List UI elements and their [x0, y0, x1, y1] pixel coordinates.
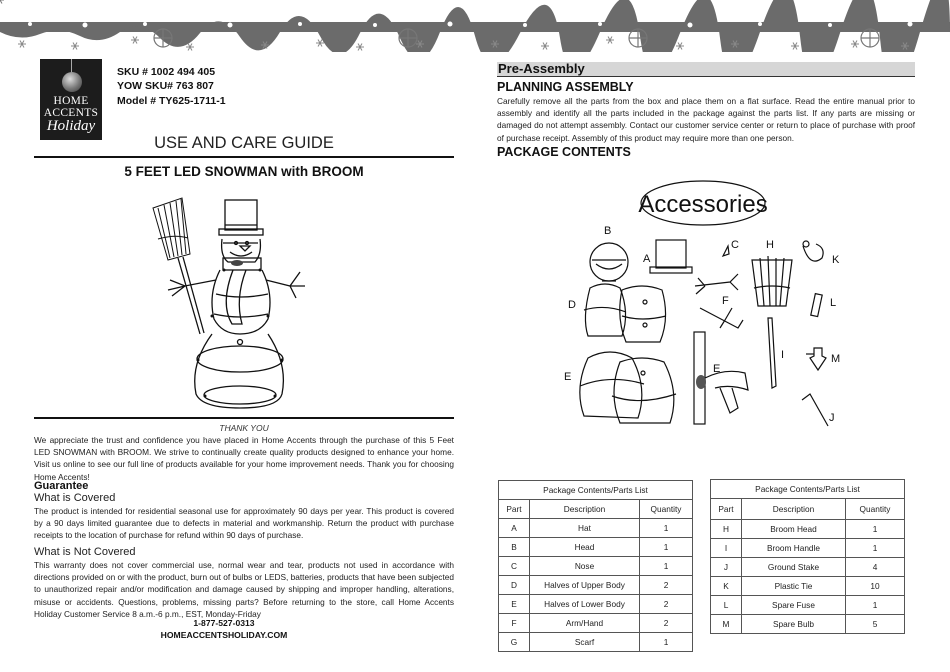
logo-text-home-accents: HOME ACCENTS [43, 95, 99, 119]
table-row [499, 595, 693, 614]
planning-assembly-heading: PLANNING ASSEMBLY [497, 80, 634, 94]
planning-assembly-body: Carefully remove all the parts from the box and place them on a flat surface. Read the entire manual prior to assembly and identify all the parts included in the package against the parts list. If any parts are missing or damaged do not attempt assembly. Contact our customer service center or return to place of purchase with proof of purchase receipt. Assembly of this product may require more than one person. [497, 96, 915, 143]
description-cell: Halves of Lower Body [530, 595, 640, 614]
quantity-cell: 2 [640, 614, 693, 633]
product-title: 5 FEET LED SNOWMAN with BROOM [124, 164, 364, 179]
ornament-string-icon [71, 59, 72, 73]
quantity-cell: 1 [846, 596, 905, 615]
snowflake-border-decoration [0, 0, 950, 52]
table-row [711, 539, 905, 558]
quantity-cell: 1 [640, 557, 693, 576]
table-row [499, 614, 693, 633]
table-row [711, 558, 905, 577]
svg-text:F: F [722, 295, 729, 307]
description-cell: Plastic Tie [742, 577, 846, 596]
quantity-cell: 1 [640, 519, 693, 538]
table-row [499, 633, 693, 652]
description-cell: Nose [530, 557, 640, 576]
quantity-cell: 1 [640, 538, 693, 557]
what-is-covered-heading: What is Covered [34, 492, 116, 504]
part-cell: F [499, 614, 530, 633]
part-cell: I [711, 539, 742, 558]
description-cell: Halves of Upper Body [530, 576, 640, 595]
what-is-not-covered-body: This warranty does not cover commercial use, normal wear and tear, products not used in accordance with directions provided on or with the product, burn out of bulbs or LEDS, batteries, products that have been subjected to unauthorized repair and/or modification and damage caused by shipping and improper handling, alterations, misuse or accidents. Questions, problems, missing parts? Before returning to the store, call Home Accents Holiday Customer Service 8 a.m.-6 p.m., EST, Monday-Friday [34, 560, 454, 619]
part-cell: K [711, 577, 742, 596]
snowman-illustration [150, 194, 310, 410]
table-row [499, 538, 693, 557]
quantity-cell: 1 [846, 520, 905, 539]
column-header-quantity: Quantity [846, 499, 905, 520]
quantity-cell: 1 [640, 633, 693, 652]
table-caption: Package Contents/Parts List [499, 481, 693, 500]
column-header-quantity: Quantity [640, 500, 693, 519]
page-title: USE AND CARE GUIDE [154, 134, 334, 152]
svg-text:L: L [830, 297, 837, 309]
description-cell: Arm/Hand [530, 614, 640, 633]
svg-text:E: E [713, 363, 721, 375]
website-link[interactable]: HOMEACCENTSHOLIDAY.COM [160, 630, 288, 640]
table-row [711, 615, 905, 634]
description-cell: Broom Handle [742, 539, 846, 558]
quantity-cell: 10 [846, 577, 905, 596]
column-header-part: Part [711, 499, 742, 520]
pre-assembly-title: Pre-Assembly [498, 61, 585, 76]
description-cell: Spare Bulb [742, 615, 846, 634]
quantity-cell: 2 [640, 595, 693, 614]
part-cell: M [711, 615, 742, 634]
svg-text:D: D [568, 299, 576, 311]
column-header-description: Description [742, 499, 846, 520]
part-cell: C [499, 557, 530, 576]
quantity-cell: 2 [640, 576, 693, 595]
ornament-ball-icon [62, 72, 82, 92]
package-contents-heading: PACKAGE CONTENTS [497, 145, 631, 159]
column-header-description: Description [530, 500, 640, 519]
svg-text:C: C [731, 239, 739, 251]
model-number: Model # TY625-1711-1 [117, 95, 226, 107]
table-row [711, 596, 905, 615]
column-header-part: Part [499, 500, 530, 519]
svg-text:B: B [604, 225, 612, 237]
quantity-cell: 4 [846, 558, 905, 577]
home-accents-holiday-logo [40, 59, 102, 140]
what-is-not-covered-heading: What is Not Covered [34, 546, 136, 558]
part-cell: J [711, 558, 742, 577]
svg-text:M: M [831, 353, 841, 365]
svg-text:J: J [829, 412, 835, 424]
guarantee-heading: Guarantee [34, 480, 89, 492]
accessories-title: Accessories [638, 191, 768, 218]
thank-you-body: We appreciate the trust and confidence you have placed in Home Accents through the purchase of this 5 Feet LED SNOWMAN with BROOM. We strive to continually create quality products designed to enhance your home. Visit us online to see our full line of products available for your home improvement needs. Thank you for choosing Home Accents! [34, 435, 454, 482]
description-cell: Ground Stake [742, 558, 846, 577]
description-cell: Spare Fuse [742, 596, 846, 615]
svg-text:K: K [832, 254, 840, 266]
package-contents-diagram [560, 178, 860, 428]
parts-list-table-1 [498, 480, 693, 652]
what-is-covered-body: The product is intended for residential seasonal use for approximately 90 days per year. This product is covered by a 90 days limited guarantee due to defects in material and workmanship. Return the product with purchase receipts to the location of purchase for refund within 90 days of purchase. [34, 506, 454, 541]
part-cell: A [499, 519, 530, 538]
part-cell: G [499, 633, 530, 652]
quantity-cell: 1 [846, 539, 905, 558]
part-cell: H [711, 520, 742, 539]
part-cell: D [499, 576, 530, 595]
table-row [711, 520, 905, 539]
logo-text-holiday: Holiday [46, 118, 96, 134]
sku-number: SKU # 1002 494 405 [117, 66, 216, 78]
table-caption: Package Contents/Parts List [711, 480, 905, 499]
part-cell: B [499, 538, 530, 557]
description-cell: Head [530, 538, 640, 557]
table-row [499, 519, 693, 538]
svg-text:E: E [564, 371, 572, 383]
svg-text:H: H [766, 239, 774, 251]
pre-assembly-section-header [497, 62, 915, 77]
divider [34, 156, 454, 158]
table-row [499, 576, 693, 595]
description-cell: Broom Head [742, 520, 846, 539]
yow-sku-number: YOW SKU# 763 807 [117, 80, 214, 92]
table-row [499, 557, 693, 576]
table-row [711, 577, 905, 596]
thank-you-heading: THANK YOU [219, 423, 269, 433]
description-cell: Hat [530, 519, 640, 538]
divider [34, 417, 454, 419]
customer-service-phone: 1-877-527-0313 [193, 618, 255, 628]
part-cell: L [711, 596, 742, 615]
svg-text:A: A [643, 253, 651, 265]
description-cell: Scarf [530, 633, 640, 652]
quantity-cell: 5 [846, 615, 905, 634]
svg-text:I: I [781, 349, 785, 361]
part-cell: E [499, 595, 530, 614]
parts-list-table-2 [710, 479, 905, 634]
